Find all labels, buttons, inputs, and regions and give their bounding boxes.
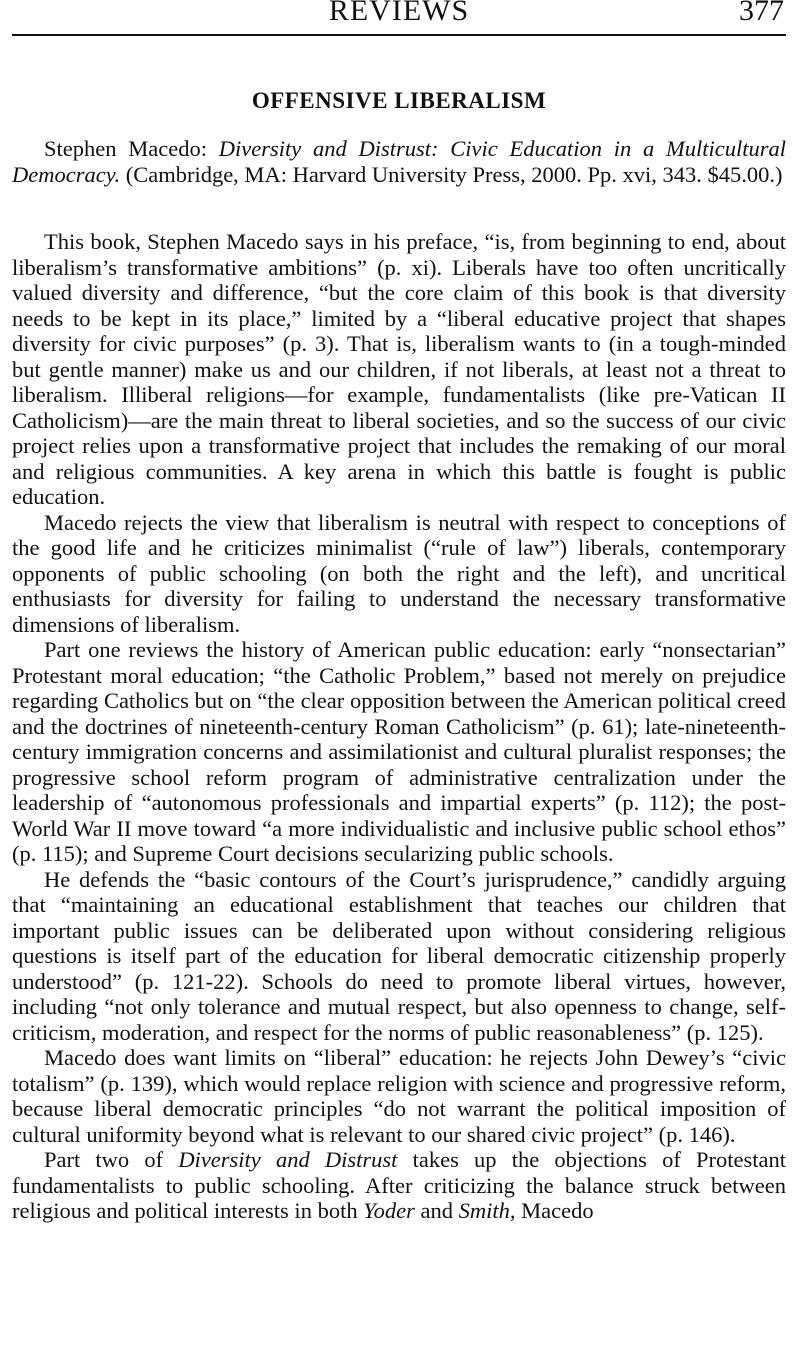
paragraph-text: takes up the objections of Protestant fundamentalists to public schooling. After criticizing the balance struck between religious and political interests in both (12, 1147, 786, 1223)
paragraph: He defends the “basic contours of the Court’s jurisprudence,” candidly arguing that “maintaining an educational establishment that teaches our children that important public issues can be deliberated upon without considering religious questions is itself part of the education for liberal democratic citizenship properly understood” (p. 121-22). Schools do need to promote liberal virtues, however, including “not only tolerance and mutual respect, but also openness to change, self-criticism, moderation, and respect for the norms of public reasonableness” (p. 125). (12, 866, 786, 1045)
italic-case-name: Yoder (363, 1198, 415, 1223)
citation-book-title: Diversity and Distrust: Civic Education in a Multicultural Democracy. (12, 136, 786, 187)
review-body (12, 229, 786, 1224)
paragraph: Macedo does want limits on “liberal” education: he rejects John Dewey’s “civic totalism” (p. 139), which would replace religion with science and progressive reform, because liberal democratic principles “do not warrant the political imposition of cultural uniformity beyond what is relevant to our shared civic project” (p. 146). (12, 1045, 786, 1147)
citation-author: Stephen Macedo: (44, 136, 207, 161)
paragraph: Macedo rejects the view that liberalism is neutral with respect to conceptions of the good life and he criticizes minimalist (“rule of law”) liberals, contemporary opponents of public schooling (on both the right and the left), and uncritical enthusiasts for diversity for failing to understand the necessary transformative dimensions of liberalism. (12, 509, 786, 637)
italic-case-name: Smith, (458, 1198, 516, 1223)
paragraph-text: Macedo (521, 1198, 594, 1223)
paragraph (12, 1147, 786, 1224)
citation-publication: (Cambridge, MA: Harvard University Press, 2000. Pp. xvi, 343. $45.00.) (125, 161, 783, 187)
running-title: REVIEWS (328, 0, 470, 27)
paragraph: Part one reviews the history of American public education: early “nonsectarian” Protestant moral education; “the Catholic Problem,” based not merely on prejudice regarding Catholics but on “the clear opposition between the American political creed and the doctrines of nineteenth-century Roman Catholicism” (p. 61); late-nineteenth-century immigration concerns and assimilationist and cultural pluralist responses; the progressive school reform program of administrative centralization under the leadership of “autonomous professionals and impartial experts” (p. 112); the post-World War II move toward “a more individualistic and inclusive public school ethos” (p. 115); and Supreme Court decisions secularizing public schools. (12, 637, 786, 866)
paragraph: This book, Stephen Macedo says in his preface, “is, from beginning to end, about liberalism’s transformative ambitions” (p. xi). Liberals have too often uncritically valued diversity and difference, “but the core claim of this book is that diversity needs to be kept in its place,” limited by a “liberal educative project that shapes diversity for civic purposes” (p. 3). That is, liberalism wants to (in a tough-minded but gentle manner) make us and our children, if not liberals, at least not a threat to liberalism. Illiberal religions—for example, fundamentalists (like pre-Vatican II Catholicism)—are the main threat to liberal societies, and so the success of our civic project relies upon a transformative project that includes the remaking of our moral and religious communities. A key arena in which this battle is fought is public education. (12, 229, 786, 509)
italic-title: Diversity and Distrust (178, 1147, 398, 1172)
running-head (12, 0, 786, 36)
paragraph-text: Part two of (44, 1147, 164, 1172)
book-citation (12, 136, 786, 187)
page-number: 377 (739, 0, 784, 27)
paragraph-text: and (420, 1198, 454, 1223)
article-title: OFFENSIVE LIBERALISM (251, 88, 547, 113)
